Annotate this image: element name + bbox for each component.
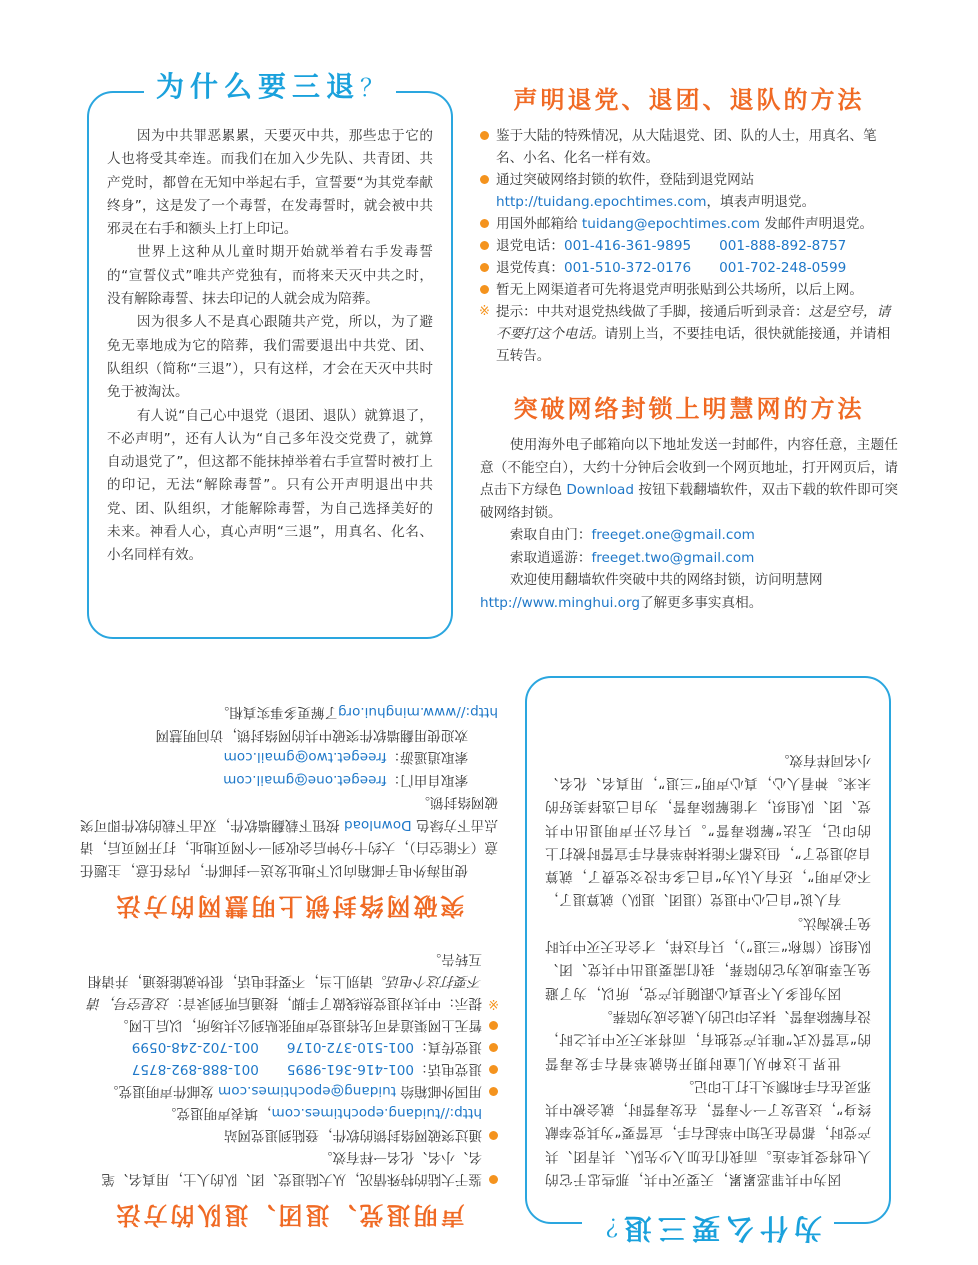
list-item: 通过突破网络封锁的软件，登陆到退党网站 http://tuidang.epochtimes.com，填表声明退党。 [80,1102,498,1146]
bullet-icon [489,1065,498,1074]
list-item: 用国外邮箱给 tuidang@epochtimes.com 发邮件声明退党。 [80,1080,498,1102]
why-three-withdrawals-box [525,676,891,1245]
bullet-icon [480,175,489,184]
list-item: 暂无上网渠道者可先将退党声明张贴到公共场所，以后上网。 [80,1014,498,1036]
minghui-url-link[interactable]: http://www.minghui.org [338,704,498,721]
declare-list [480,125,898,367]
bullet-icon [489,1087,498,1096]
xiaoyao-email-link[interactable]: freeget.two@gmail.com [591,549,755,566]
bullet-icon [480,219,489,228]
ziyou-email-link[interactable]: freeget.one@gmail.com [223,772,387,788]
why-three-withdrawals-box [87,70,453,639]
flyer-panel-rotated [0,645,978,1265]
list-item: 用国外邮箱给 tuidang@epochtimes.com 发邮件声明退党。 [480,213,898,235]
breakout-title: 突破网络封锁上明慧网的方法 [113,892,465,920]
ziyou-line: 索取自由门：freeget.one@gmail.com [223,772,469,788]
xiaoyao-line: 索取逍遥游：freeget.two@gmail.com [223,749,469,766]
list-item: 暂无上网渠道者可先将退党声明张贴到公共场所，以后上网。 [480,279,898,301]
breakout-paragraph: 使用海外电子邮箱向以下地址发送一封邮件，内容任意，主题任意（不能空白），大约十分钟后会收到一个网页地址，打开网页后，请点击下方绿色 Download 按钮下载翻墙软件，双击下载的软件即可突破网络封锁。 [480,437,899,521]
note-item: ※ 提示：中共对退党热线做了手脚，接通后听到录音：这是空号，请不要打这个电话。请别上当，不要挂电话，很快就能接通，并请相互转告。 [80,948,498,1014]
breakout-paragraph: 使用海外电子邮箱向以下地址发送一封邮件，内容任意，主题任意（不能空白），大约十分钟后会收到一个网页地址，打开网页后，请点击下方绿色 Download 按钮下载翻墙软件，双击下载的软件即可突破网络封锁。 [79,794,498,878]
note-mark-icon: ※ [479,304,490,319]
why-paragraph: 有人说“自己心中退党（退团、退队）就算退了，不必声明”，还有人认为“自己多年没交党费了，就算自动退党了”，但这都不能抹掉举着右手宣誓时被打上的印记，无法“解除毒誓”。只有公开声明退出中共党、团、队组织，才能解除毒誓，为自己选择美好的未来。神看人心，真心声明“三退”，用真名、化名、小名同样有效。 [107,407,433,564]
right-column [480,80,898,614]
download-link[interactable]: Download [566,482,634,498]
minghui-url-link[interactable]: http://www.minghui.org [480,594,640,611]
breakout-title: 突破网络封锁上明慧网的方法 [513,395,865,423]
list-item: 退党电话：001-416-361-9895 001-888-892-8757 [480,235,898,257]
list-item: 退党电话：001-416-361-9895001-888-892-8757 [80,1058,498,1080]
xiaoyao-line: 索取逍遥游：freeget.two@gmail.com [509,549,755,566]
tuidang-email-link[interactable]: tuidang@epochtimes.com [581,216,760,232]
why-paragraph: 有人说“自己心中退党（退团、退队）就算退了，不必声明”，还有人认为“自己多年没交党费了，就算自动退党了”，但这都不能抹掉举着右手宣誓时被打上的印记，无法“解除毒誓”。只有公开声明退出中共党、团、队组织，才能解除毒誓，为自己选择美好的未来。神看人心，真心声明“三退”，用真名、化名、小名同样有效。 [545,751,871,908]
why-title: 为什么要三退？ [144,65,396,105]
note-mark-icon: ※ [488,996,499,1011]
list-item: 鉴于大陆的特殊情况，从大陆退党、团、队的人士，用真名、笔名、小名、化名一样有效。 [80,1146,498,1190]
why-paragraph: 因为中共罪恶累累，天要灭中共，那些忠于它的人也将受其牵连。而我们在加入少先队、共青团、共产党时，都曾在无知中举起右手，宣誓要“为其党奉献终身”，这是发了一个毒誓，在发毒誓时，就会被中共邪灵在右手和额头上打上印记。 [545,1077,871,1187]
bullet-icon [480,241,489,250]
note-item: ※ 提示：中共对退党热线做了手脚，接通后听到录音：这是空号，请不要打这个电话。请别上当，不要挂电话，很快就能接通，并请相互转告。 [480,301,898,367]
tuidang-url-link[interactable]: http://tuidang.epochtimes.com [271,1105,482,1121]
why-paragraph: 世界上这种从儿童时期开始就举着右手发毒誓的“宣誓仪式”唯共产党独有，而将来天灭中共之时，没有解除毒誓、抹去印记的人就会成为陪葬。 [545,1007,871,1071]
list-item: 通过突破网络封锁的软件，登陆到退党网站 http://tuidang.epochtimes.com，填表声明退党。 [480,169,898,213]
ziyou-email-link[interactable]: freeget.one@gmail.com [591,527,755,543]
fax-number: 001-702-248-0599 [719,260,847,276]
recording-quote: 这是空号，请不要打这个电话。 [496,304,891,342]
bullet-icon [489,1021,498,1030]
bullet-icon [489,1175,498,1184]
fax-number: 001-510-372-0176 [563,260,692,276]
declare-title: 声明退党、退团、退队的方法 [113,1201,465,1229]
why-paragraph: 因为中共罪恶累累，天要灭中共，那些忠于它的人也将受其牵连。而我们在加入少先队、共青团、共产党时，都曾在无知中举起右手，宣誓要“为其党奉献终身”，这是发了一个毒誓，在发毒誓时，就会被中共邪灵在右手和额头上打上印记。 [107,128,433,238]
breakout-section [80,701,498,926]
why-title: 为什么要三退？ [582,1210,834,1250]
why-paragraph: 因为很多人不是真心跟随共产党，所以，为了避免无辜地成为它的陪葬，我们需要退出中共党、团、队组织（简称“三退”），只有这样，才会在天灭中共时免于被淘汰。 [107,314,433,401]
phone-number: 001-416-361-9895 [286,1061,415,1077]
xiaoyao-email-link[interactable]: freeget.two@gmail.com [223,749,387,766]
phone-number: 001-416-361-9895 [563,238,692,254]
declare-list [80,948,498,1190]
tuidang-url-link[interactable]: http://tuidang.epochtimes.com [496,194,707,210]
breakout-section [480,389,898,614]
minghui-paragraph: 欢迎使用翻墙软件突破中共的网络封锁，访问明慧网 http://www.minghui.org了解更多事实真相。 [480,572,823,611]
phone-number: 001-888-892-8757 [719,238,847,254]
minghui-paragraph: 欢迎使用翻墙软件突破中共的网络封锁，访问明慧网 http://www.minghui.org了解更多事实真相。 [155,704,498,743]
download-link[interactable]: Download [344,817,412,833]
phone-number: 001-888-892-8757 [131,1061,259,1077]
bullet-icon [480,285,489,294]
list-item: 鉴于大陆的特殊情况，从大陆退党、团、队的人士，用真名、笔名、小名、化名一样有效。 [480,125,898,169]
list-item: 退党传真：001-510-372-0176 001-702-248-0599 [480,257,898,279]
right-column [80,701,498,1235]
bullet-icon [480,263,489,272]
fax-number: 001-510-372-0176 [286,1039,415,1055]
declare-title: 声明退党、退团、退队的方法 [513,86,865,114]
bullet-icon [489,1131,498,1140]
flyer-panel-upright [0,50,978,670]
bullet-icon [480,131,489,140]
fax-number: 001-702-248-0599 [131,1039,259,1055]
why-paragraph: 因为很多人不是真心跟随共产党，所以，为了避免无辜地成为它的陪葬，我们需要退出中共党、团、队组织（简称“三退”），只有这样，才会在天灭中共时免于被淘汰。 [545,914,871,1001]
list-item: 退党传真：001-510-372-0176001-702-248-0599 [80,1036,498,1058]
recording-quote: 这是空号，请不要打这个电话。 [87,973,482,1011]
tuidang-email-link[interactable]: tuidang@epochtimes.com [218,1083,397,1099]
ziyou-line: 索取自由门：freeget.one@gmail.com [509,527,755,543]
why-paragraph: 世界上这种从儿童时期开始就举着右手发毒誓的“宣誓仪式”唯共产党独有，而将来天灭中共之时，没有解除毒誓、抹去印记的人就会成为陪葬。 [107,244,433,308]
bullet-icon [489,1043,498,1052]
